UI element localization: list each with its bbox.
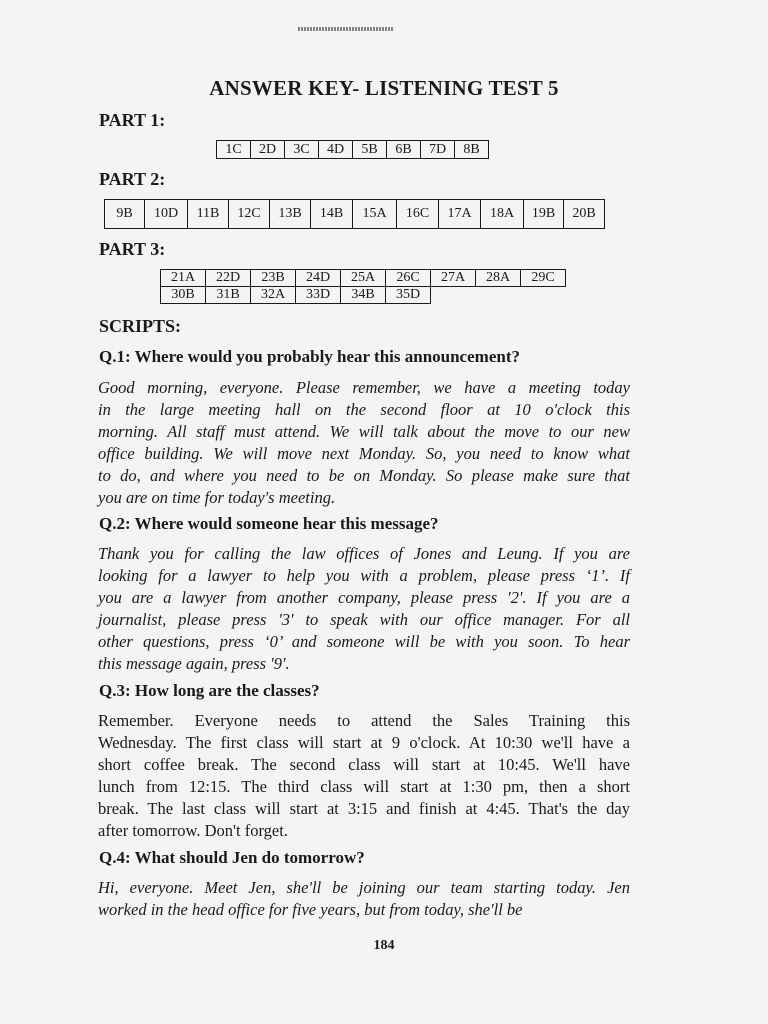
answer-cell: 16C — [397, 200, 439, 229]
answer-cell: 5B — [353, 141, 387, 159]
answer-cell: 7D — [421, 141, 455, 159]
question-3-heading: Q.3: How long are the classes? — [99, 681, 320, 700]
script-line: office building. We will move next Monday. So, you need to know what — [98, 444, 630, 463]
part1-label: PART 1: — [99, 110, 166, 130]
script-line: morning. All staff must attend. We will talk about the move to our new — [98, 422, 630, 441]
answer-cell: 32A — [251, 287, 296, 304]
script-line: worked in the head office for five years, but from today, she'll be — [98, 900, 523, 919]
script-line: lunch from 12:15. The third class will start at 1:30 pm, then a short — [98, 777, 630, 796]
answer-cell: 14B — [311, 200, 353, 229]
script-line: Remember. Everyone needs to attend the Sales Training this — [98, 711, 630, 730]
part2-answer-grid — [104, 199, 605, 229]
answer-cell: 24D — [296, 270, 341, 287]
answer-cell: 12C — [229, 200, 270, 229]
script-line: you are a lawyer from another company, please press '2'. If you are a — [98, 588, 630, 607]
part3-label: PART 3: — [99, 239, 166, 259]
answer-cell: 11B — [188, 200, 229, 229]
part1-answer-grid — [216, 140, 489, 159]
scan-artifact — [298, 27, 394, 31]
script-line: you are on time for today's meeting. — [98, 488, 336, 507]
answer-cell: 1C — [217, 141, 251, 159]
answer-cell: 28A — [476, 270, 521, 287]
answer-cell: 2D — [251, 141, 285, 159]
scripts-label: SCRIPTS: — [99, 316, 182, 336]
question-1-script — [98, 377, 630, 509]
question-1-heading: Q.1: Where would you probably hear this announcement? — [99, 347, 520, 366]
answer-cell: 15A — [353, 200, 397, 229]
answer-cell: 10D — [145, 200, 188, 229]
script-line: after tomorrow. Don't forget. — [98, 821, 288, 840]
answer-cell: 13B — [270, 200, 311, 229]
page-title: ANSWER KEY- LISTENING TEST 5 — [209, 76, 559, 100]
answer-cell: 33D — [296, 287, 341, 304]
answer-row — [161, 287, 566, 304]
page-number: 184 — [373, 938, 395, 953]
part3-answer-grid — [160, 269, 566, 304]
answer-cell: 4D — [319, 141, 353, 159]
answer-cell: 6B — [387, 141, 421, 159]
script-line: break. The last class will start at 3:15 and finish at 4:45. That's the day — [98, 799, 630, 818]
answer-cell: 31B — [206, 287, 251, 304]
answer-cell: 8B — [455, 141, 489, 159]
question-2-heading: Q.2: Where would someone hear this message? — [99, 514, 439, 533]
answer-cell: 3C — [285, 141, 319, 159]
answer-cell: 17A — [439, 200, 481, 229]
answer-cell: 34B — [341, 287, 386, 304]
answer-cell: 9B — [105, 200, 145, 229]
answer-cell: 30B — [161, 287, 206, 304]
question-4-script — [98, 877, 630, 921]
answer-cell: 27A — [431, 270, 476, 287]
part2-label: PART 2: — [99, 169, 166, 189]
question-4-heading: Q.4: What should Jen do tomorrow? — [99, 848, 365, 867]
answer-cell: 22D — [206, 270, 251, 287]
empty-cell — [521, 287, 566, 304]
script-line: to do, and where you need to be on Monday. So please make sure that — [98, 466, 630, 485]
question-2-script — [98, 543, 630, 675]
answer-cell: 19B — [524, 200, 564, 229]
script-line: in the large meeting hall on the second floor at 10 o'clock this — [98, 400, 630, 419]
script-line: short coffee break. The second class will start at 10:45. We'll have — [98, 755, 630, 774]
answer-cell: 29C — [521, 270, 566, 287]
answer-cell: 20B — [564, 200, 605, 229]
script-line: looking for a lawyer to help you with a problem, please press ‘1’. If — [98, 566, 630, 585]
empty-cell — [476, 287, 521, 304]
answer-cell: 21A — [161, 270, 206, 287]
answer-row — [161, 270, 566, 287]
script-line: journalist, please press '3' to speak with our office manager. For all — [98, 610, 630, 629]
script-line: Hi, everyone. Meet Jen, she'll be joining our team starting today. Jen — [98, 878, 630, 897]
answer-cell: 26C — [386, 270, 431, 287]
empty-cell — [431, 287, 476, 304]
answer-cell: 35D — [386, 287, 431, 304]
script-line: Wednesday. The first class will start at 9 o'clock. At 10:30 we'll have a — [98, 733, 630, 752]
answer-cell: 18A — [481, 200, 524, 229]
answer-cell: 25A — [341, 270, 386, 287]
script-line: Thank you for calling the law offices of Jones and Leung. If you are — [98, 544, 630, 563]
question-3-script — [98, 710, 630, 842]
answer-cell: 23B — [251, 270, 296, 287]
script-line: Good morning, everyone. Please remember, we have a meeting today — [98, 378, 630, 397]
script-line: this message again, press '9'. — [98, 654, 290, 673]
script-line: other questions, press ‘0’ and someone will be with you soon. To hear — [98, 632, 630, 651]
